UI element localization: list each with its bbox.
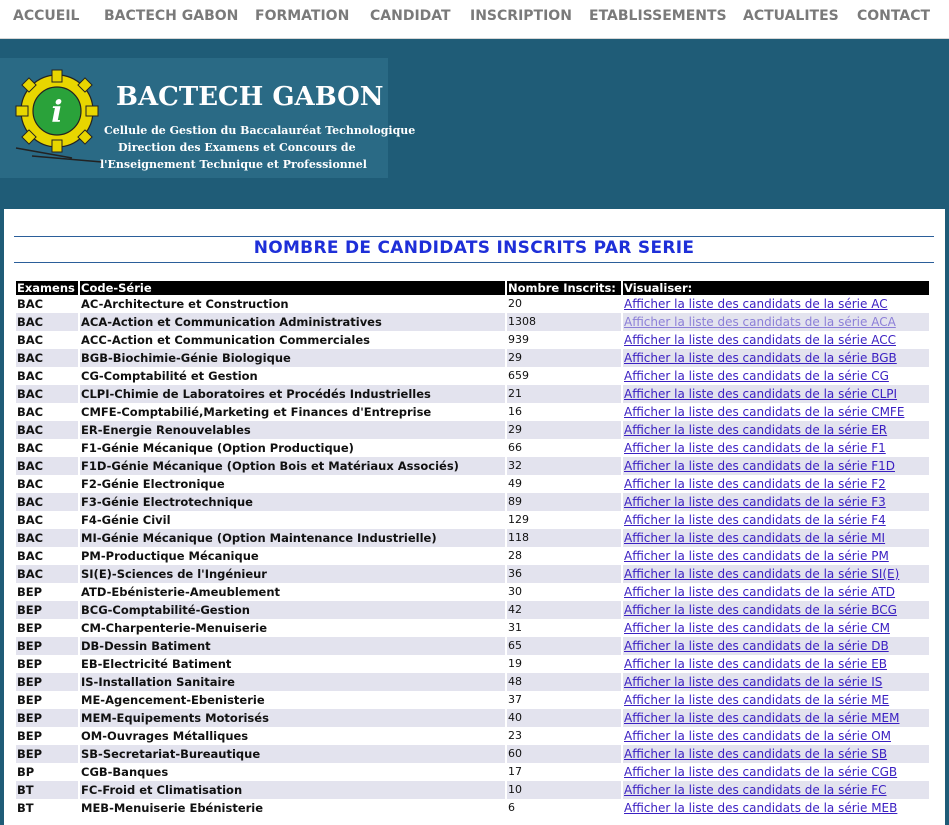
table-row [16, 673, 929, 691]
view-candidates-link[interactable]: Afficher la liste des candidats de la série ACA [624, 315, 896, 329]
view-cell [623, 367, 929, 385]
table-row [16, 655, 929, 673]
exam-cell: BEP [16, 673, 78, 691]
nav-candidat[interactable]: CANDIDAT [370, 8, 451, 24]
exam-cell: BAC [16, 403, 78, 421]
exam-cell: BEP [16, 601, 78, 619]
serie-cell: SB-Secretariat-Bureautique [80, 745, 505, 763]
count-cell: 129 [507, 511, 621, 529]
serie-cell: CM-Charpenterie-Menuiserie [80, 619, 505, 637]
count-cell: 659 [507, 367, 621, 385]
nav-etablissements[interactable]: ETABLISSEMENTS [589, 8, 727, 24]
table-row [16, 601, 929, 619]
exam-cell: BAC [16, 439, 78, 457]
table-row [16, 457, 929, 475]
view-cell [623, 511, 929, 529]
view-cell [623, 421, 929, 439]
serie-cell: IS-Installation Sanitaire [80, 673, 505, 691]
table-row [16, 493, 929, 511]
exam-cell: BAC [16, 565, 78, 583]
table-row [16, 619, 929, 637]
view-cell [623, 799, 929, 817]
table-row [16, 421, 929, 439]
view-cell [623, 565, 929, 583]
serie-cell: F2-Génie Electronique [80, 475, 505, 493]
count-cell: 28 [507, 547, 621, 565]
exam-cell: BT [16, 799, 78, 817]
table-row [16, 781, 929, 799]
count-cell: 32 [507, 457, 621, 475]
registrations-table [14, 281, 931, 817]
view-candidates-link[interactable]: Afficher la liste des candidats de la série DB [624, 639, 889, 653]
exam-cell: BEP [16, 637, 78, 655]
exam-cell: BEP [16, 727, 78, 745]
title-rule-top [14, 236, 934, 237]
exam-cell: BP [16, 763, 78, 781]
count-cell: 42 [507, 601, 621, 619]
count-cell: 21 [507, 385, 621, 403]
serie-cell: BCG-Comptabilité-Gestion [80, 601, 505, 619]
count-cell: 48 [507, 673, 621, 691]
serie-cell: CMFE-Comptabilié,Marketing et Finances d'Entreprise [80, 403, 505, 421]
serie-cell: MEM-Equipements Motorisés [80, 709, 505, 727]
serie-cell: ACA-Action et Communication Administratives [80, 313, 505, 331]
view-cell [623, 673, 929, 691]
view-candidates-link[interactable]: Afficher la liste des candidats de la série CM [624, 621, 890, 635]
view-cell [623, 313, 929, 331]
count-cell: 23 [507, 727, 621, 745]
nav-bactech-gabon[interactable]: BACTECH GABON [104, 8, 239, 24]
view-candidates-link[interactable]: Afficher la liste des candidats de la série MEB [624, 801, 898, 815]
view-cell [623, 331, 929, 349]
exam-cell: BAC [16, 457, 78, 475]
view-cell [623, 655, 929, 673]
view-cell [623, 457, 929, 475]
exam-cell: BAC [16, 475, 78, 493]
view-cell [623, 637, 929, 655]
exam-cell: BAC [16, 529, 78, 547]
view-candidates-link[interactable]: Afficher la liste des candidats de la série SI(E) [624, 567, 900, 581]
view-cell [623, 745, 929, 763]
serie-cell: FC-Froid et Climatisation [80, 781, 505, 799]
serie-cell: ACC-Action et Communication Commerciales [80, 331, 505, 349]
table-row [16, 565, 929, 583]
view-candidates-link[interactable]: Afficher la liste des candidats de la série AC [624, 297, 888, 311]
count-cell: 66 [507, 439, 621, 457]
view-cell [623, 529, 929, 547]
view-candidates-link[interactable]: Afficher la liste des candidats de la série CMFE [624, 405, 905, 419]
view-cell [623, 709, 929, 727]
view-candidates-link[interactable]: Afficher la liste des candidats de la série FC [624, 783, 887, 797]
serie-cell: OM-Ouvrages Métalliques [80, 727, 505, 745]
view-candidates-link[interactable]: Afficher la liste des candidats de la série F2 [624, 477, 886, 491]
view-cell [623, 583, 929, 601]
exam-cell: BAC [16, 295, 78, 313]
serie-cell: MEB-Menuiserie Ebénisterie [80, 799, 505, 817]
table-row [16, 367, 929, 385]
view-cell [623, 547, 929, 565]
brand-name: BACTECH GABON [116, 82, 384, 112]
serie-cell: ME-Agencement-Ebenisterie [80, 691, 505, 709]
view-candidates-link[interactable]: Afficher la liste des candidats de la série CG [624, 369, 889, 383]
view-candidates-link[interactable]: Afficher la liste des candidats de la série MEM [624, 711, 900, 725]
count-cell: 1308 [507, 313, 621, 331]
count-cell: 17 [507, 763, 621, 781]
view-cell [623, 781, 929, 799]
serie-cell: EB-Electricité Batiment [80, 655, 505, 673]
page-title: NOMBRE DE CANDIDATS INSCRITS PAR SERIE [253, 238, 695, 258]
table-row [16, 385, 929, 403]
count-cell: 31 [507, 619, 621, 637]
view-candidates-link[interactable]: Afficher la liste des candidats de la série OM [624, 729, 891, 743]
serie-cell: F1-Génie Mécanique (Option Productique) [80, 439, 505, 457]
view-candidates-link[interactable]: Afficher la liste des candidats de la série CGB [624, 765, 898, 779]
count-cell: 19 [507, 655, 621, 673]
serie-cell: PM-Productique Mécanique [80, 547, 505, 565]
exam-cell: BAC [16, 313, 78, 331]
view-candidates-link[interactable]: Afficher la liste des candidats de la série ME [624, 693, 890, 707]
count-cell: 40 [507, 709, 621, 727]
view-candidates-link[interactable]: Afficher la liste des candidats de la série BGB [624, 351, 897, 365]
exam-cell: BAC [16, 349, 78, 367]
view-candidates-link[interactable]: Afficher la liste des candidats de la série MI [624, 531, 886, 545]
table-row [16, 475, 929, 493]
table-row [16, 583, 929, 601]
exam-cell: BEP [16, 583, 78, 601]
serie-cell: CGB-Banques [80, 763, 505, 781]
serie-cell: F1D-Génie Mécanique (Option Bois et Matériaux Associés) [80, 457, 505, 475]
title-rule-bottom [14, 262, 934, 263]
exam-cell: BAC [16, 421, 78, 439]
count-cell: 16 [507, 403, 621, 421]
table-row [16, 547, 929, 565]
exam-cell: BEP [16, 745, 78, 763]
count-cell: 49 [507, 475, 621, 493]
exam-cell: BAC [16, 511, 78, 529]
exam-cell: BAC [16, 367, 78, 385]
exam-cell: BEP [16, 691, 78, 709]
count-cell: 60 [507, 745, 621, 763]
exam-cell: BEP [16, 619, 78, 637]
table-body [16, 295, 929, 817]
count-cell: 118 [507, 529, 621, 547]
view-cell [623, 727, 929, 745]
view-cell [623, 493, 929, 511]
table-row [16, 691, 929, 709]
count-cell: 6 [507, 799, 621, 817]
count-cell: 29 [507, 349, 621, 367]
view-candidates-link[interactable]: Afficher la liste des candidats de la série F1 [624, 441, 886, 455]
header-examens: Examens [16, 281, 78, 295]
table-row [16, 727, 929, 745]
count-cell: 36 [507, 565, 621, 583]
serie-cell: ER-Energie Renouvelables [80, 421, 505, 439]
gear-info-logo-icon [12, 66, 112, 166]
table-row [16, 331, 929, 349]
table-row [16, 529, 929, 547]
table-row [16, 763, 929, 781]
table-row [16, 349, 929, 367]
serie-cell: CLPI-Chimie de Laboratoires et Procédés Industrielles [80, 385, 505, 403]
view-candidates-link[interactable]: Afficher la liste des candidats de la série F3 [624, 495, 886, 509]
nav-inscription[interactable]: INSCRIPTION [470, 8, 572, 24]
serie-cell: AC-Architecture et Construction [80, 295, 505, 313]
view-candidates-link[interactable]: Afficher la liste des candidats de la série EB [624, 657, 888, 671]
serie-cell: F3-Génie Electrotechnique [80, 493, 505, 511]
table-row [16, 511, 929, 529]
view-cell [623, 475, 929, 493]
view-candidates-link[interactable]: Afficher la liste des candidats de la série CLPI [624, 387, 898, 401]
view-cell [623, 601, 929, 619]
serie-cell: CG-Comptabilité et Gestion [80, 367, 505, 385]
serie-cell: MI-Génie Mécanique (Option Maintenance Industrielle) [80, 529, 505, 547]
view-candidates-link[interactable]: Afficher la liste des candidats de la série ACC [624, 333, 896, 347]
table-row [16, 313, 929, 331]
view-candidates-link[interactable]: Afficher la liste des candidats de la série F1D [624, 459, 895, 473]
brand-line-2: Direction des Examens et Concours de [118, 141, 356, 154]
brand-line-3: l'Enseignement Technique et Professionnel [100, 158, 367, 171]
view-cell [623, 439, 929, 457]
table-row [16, 745, 929, 763]
table-row [16, 799, 929, 817]
nav-actualites[interactable]: ACTUALITES [743, 8, 839, 24]
count-cell: 65 [507, 637, 621, 655]
header-code-serie: Code-Série [80, 281, 505, 295]
serie-cell: ATD-Ebénisterie-Ameublement [80, 583, 505, 601]
view-cell [623, 349, 929, 367]
view-candidates-link[interactable]: Afficher la liste des candidats de la série F4 [624, 513, 886, 527]
serie-cell: SI(E)-Sciences de l'Ingénieur [80, 565, 505, 583]
count-cell: 20 [507, 295, 621, 313]
nav-accueil[interactable]: ACCUEIL [13, 8, 80, 24]
exam-cell: BAC [16, 331, 78, 349]
view-cell [623, 385, 929, 403]
exam-cell: BEP [16, 709, 78, 727]
svg-text:i: i [51, 95, 63, 130]
top-navigation [0, 0, 949, 39]
count-cell: 89 [507, 493, 621, 511]
exam-cell: BAC [16, 493, 78, 511]
view-cell [623, 295, 929, 313]
view-candidates-link[interactable]: Afficher la liste des candidats de la série BCG [624, 603, 897, 617]
view-cell [623, 619, 929, 637]
table-row [16, 403, 929, 421]
view-candidates-link[interactable]: Afficher la liste des candidats de la série PM [624, 549, 889, 563]
serie-cell: BGB-Biochimie-Génie Biologique [80, 349, 505, 367]
count-cell: 29 [507, 421, 621, 439]
header-nombre-inscrits: Nombre Inscrits: [507, 281, 621, 295]
exam-cell: BAC [16, 385, 78, 403]
view-cell [623, 403, 929, 421]
nav-contact[interactable]: CONTACT [857, 8, 931, 24]
table-row [16, 709, 929, 727]
view-cell [623, 691, 929, 709]
count-cell: 10 [507, 781, 621, 799]
view-candidates-link[interactable]: Afficher la liste des candidats de la série ATD [624, 585, 896, 599]
view-candidates-link[interactable]: Afficher la liste des candidats de la série ER [624, 423, 888, 437]
count-cell: 30 [507, 583, 621, 601]
view-cell [623, 763, 929, 781]
table-row [16, 637, 929, 655]
count-cell: 37 [507, 691, 621, 709]
table-row [16, 439, 929, 457]
count-cell: 939 [507, 331, 621, 349]
exam-cell: BT [16, 781, 78, 799]
exam-cell: BAC [16, 547, 78, 565]
view-candidates-link[interactable]: Afficher la liste des candidats de la série SB [624, 747, 888, 761]
view-candidates-link[interactable]: Afficher la liste des candidats de la série IS [624, 675, 883, 689]
nav-formation[interactable]: FORMATION [255, 8, 350, 24]
exam-cell: BEP [16, 655, 78, 673]
serie-cell: F4-Génie Civil [80, 511, 505, 529]
header-visualiser: Visualiser: [623, 281, 929, 295]
serie-cell: DB-Dessin Batiment [80, 637, 505, 655]
table-header-row [16, 281, 929, 295]
brand-line-1: Cellule de Gestion du Baccalauréat Technologique [104, 124, 416, 137]
table-row [16, 295, 929, 313]
